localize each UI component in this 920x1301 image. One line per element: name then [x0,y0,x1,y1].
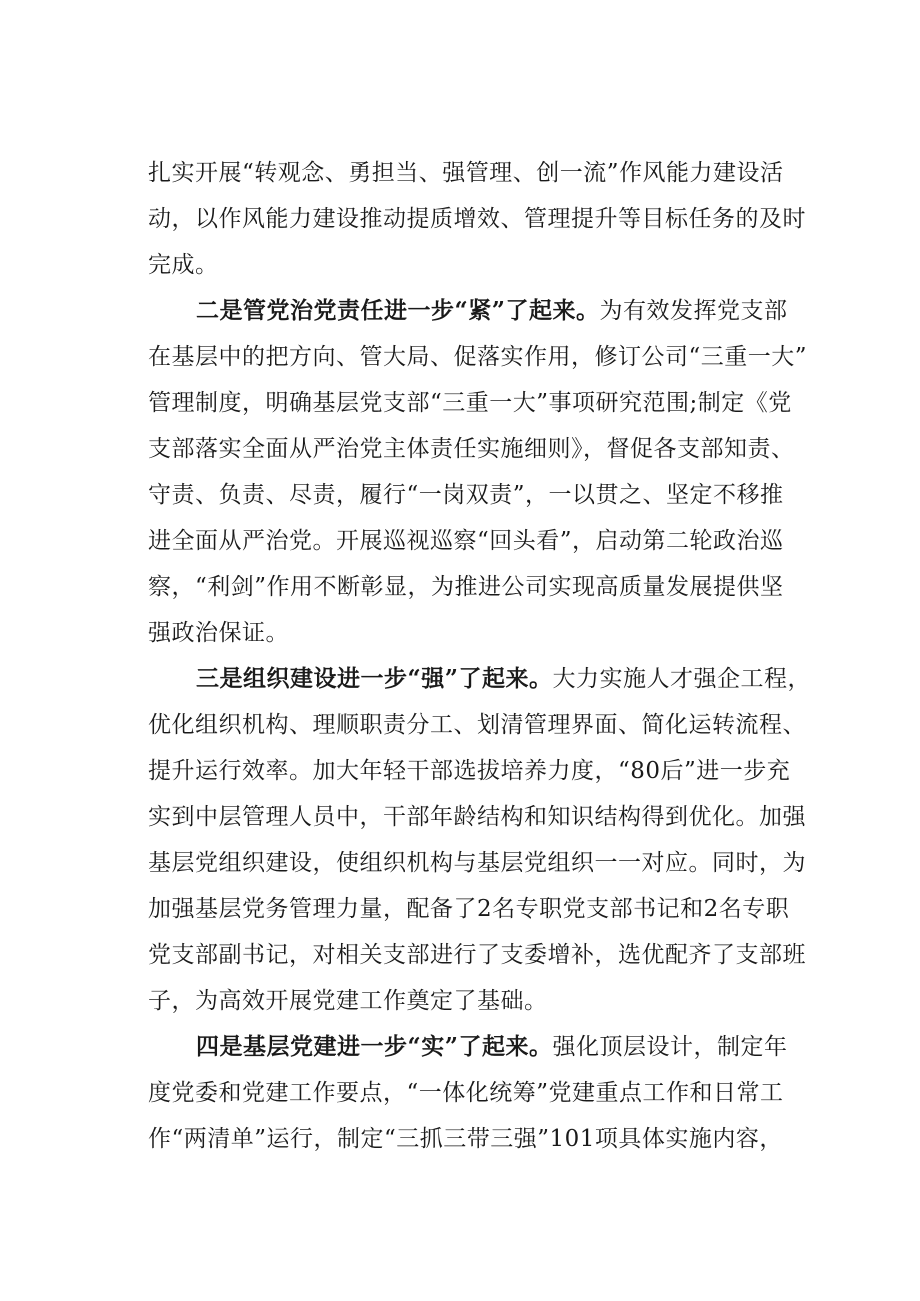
text-line: 大力实施人才强企工程， [552,666,811,692]
document-body [148,150,811,1162]
paragraph-organization-building [148,656,811,1024]
text-line: 守责、负责、尽责，履行“一岗双责”，一以贯之、坚定不移推 [148,482,784,508]
text-line: 在基层中的把方向、管大局、促落实作用，修订公司“三重一大” [148,344,808,370]
paragraph-grassroots-party-building [148,1024,798,1162]
paragraph-lead-heading: 二是管党治党责任进一步“紧”了起来。 [196,297,600,324]
text-line: 支部落实全面从严治党主体责任实施细则》，督促各支部知责、 [148,436,795,462]
text-line: 提升运行效率。加大年轻干部选拔培养力度，“80后”进一步充 [148,758,791,784]
paragraph-lead-heading: 三是组织建设进一步“强”了起来。 [196,665,553,692]
text-line: 作“两清单”运行，制定“三抓三带三强”101项具体实施内容， [148,1126,783,1152]
text-line: 管理制度，明确基层党支部“三重一大”事项研究范围;制定《党 [148,390,792,416]
text-line: 强政治保证。 [148,620,289,646]
text-line: 为有效发挥党支部 [599,298,788,324]
text-line: 加强基层党务管理力量，配备了2名专职党支部书记和2名专职 [148,896,790,922]
text-line: 动，以作风能力建设推动提质增效、管理提升等目标任务的及时 [148,206,806,232]
text-line: 基层党组织建设，使组织机构与基层党组织一一对应。同时，为 [148,850,806,876]
text-line: 度党委和党建工作要点，“一体化统筹”党建重点工作和日常工 [148,1080,784,1106]
paragraph-party-governance [148,288,808,656]
text-line: 完成。 [148,252,219,278]
text-line: 优化组织机构、理顺职责分工、划清管理界面、简化运转流程、 [148,712,806,738]
text-line: 扎实开展“转观念、勇担当、强管理、创一流”作风能力建设活 [148,160,784,186]
text-line: 强化顶层设计，制定年 [552,1034,788,1060]
text-line: 子，为高效开展党建工作奠定了基础。 [148,988,548,1014]
text-line: 党支部副书记，对相关支部进行了支委增补，选优配齐了支部班 [148,942,806,968]
paragraph-continuation [148,150,806,288]
paragraph-lead-heading: 四是基层党建进一步“实”了起来。 [196,1033,553,1060]
text-line: 实到中层管理人员中，干部年龄结构和知识结构得到优化。加强 [148,804,806,830]
text-line: 察，“利剑”作用不断彰显，为推进公司实现高质量发展提供坚 [148,574,784,600]
text-line: 进全面从严治党。开展巡视巡察“回头看”，启动第二轮政治巡 [148,528,784,554]
